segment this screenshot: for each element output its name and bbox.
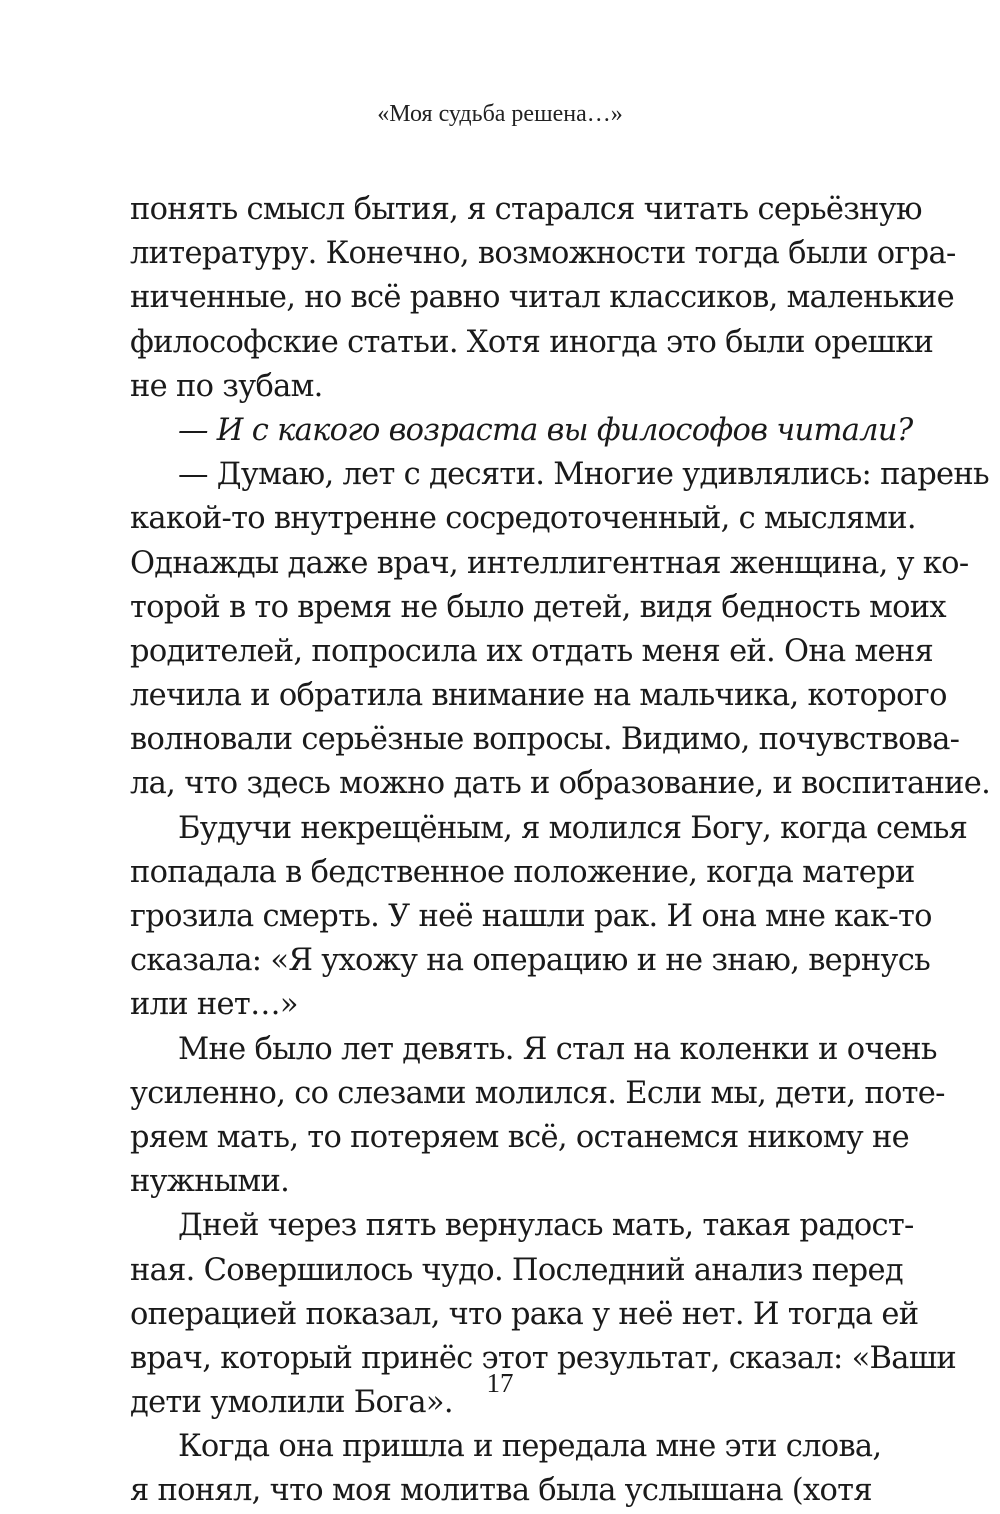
- running-head: «Моя судьба решена…»: [377, 101, 623, 127]
- text-line: лечила и обратила внимание на мальчика, которого: [130, 678, 947, 714]
- text-line: ная. Совершилось чудо. Последний анализ перед: [130, 1252, 903, 1288]
- text-line: какой-то внутренне сосредоточенный, с мыслями.: [130, 501, 916, 537]
- text-line: усиленно, со слезами молился. Если мы, дети, поте-: [130, 1075, 945, 1111]
- text-line: или нет…»: [130, 987, 298, 1023]
- page-number: 17: [486, 1368, 514, 1398]
- text-line: я понял, что моя молитва была услышана (хотя: [130, 1473, 872, 1509]
- text-line: не по зубам.: [130, 368, 323, 404]
- question-line: — И с какого возраста вы философов читали?: [178, 412, 913, 448]
- text-line: нужными.: [130, 1164, 290, 1200]
- text-line: операцией показал, что рака у неё нет. И тогда ей: [130, 1296, 919, 1332]
- text-line: дети умолили Бога».: [130, 1385, 453, 1421]
- body-text: [130, 188, 991, 1514]
- text-line: понять смысл бытия, я старался читать серьёзную: [130, 192, 922, 227]
- text-line: грозила смерть. У неё нашли рак. И она мне как-то: [130, 899, 932, 934]
- text-line: ряем мать, то потеряем всё, останемся никому не: [130, 1119, 910, 1155]
- text-line: Однажды даже врач, интеллигентная женщина, у ко-: [130, 545, 969, 581]
- text-line: Мне было лет девять. Я стал на коленки и очень: [178, 1031, 937, 1067]
- text-line: литературу. Конечно, возможности тогда были огра-: [130, 236, 956, 272]
- text-line: волновали серьёзные вопросы. Видимо, почувствова-: [130, 722, 960, 758]
- text-line: торой в то время не было детей, видя бедность моих: [130, 589, 946, 625]
- text-line: Будучи некрещёным, я молился Богу, когда семья: [178, 810, 968, 846]
- text-line: попадала в бедственное положение, когда матери: [130, 854, 915, 890]
- text-line: ниченные, но всё равно читал классиков, маленькие: [130, 280, 955, 316]
- text-line: Когда она пришла и передала мне эти слова,: [178, 1429, 882, 1465]
- text-line: Дней через пять вернулась мать, такая радост-: [178, 1208, 914, 1244]
- text-line: родителей, попросила их отдать меня ей. Она меня: [130, 633, 933, 669]
- text-line: врач, который принёс этот результат, сказал: «Ваши: [130, 1340, 957, 1376]
- text-line: философские статьи. Хотя иногда это были орешки: [130, 324, 934, 360]
- text-line: ла, что здесь можно дать и образование, и воспитание.: [130, 766, 991, 802]
- text-line: — Думаю, лет с десяти. Многие удивлялись: парень: [178, 457, 989, 493]
- text-line: сказала: «Я ухожу на операцию и не знаю, вернусь: [130, 943, 931, 979]
